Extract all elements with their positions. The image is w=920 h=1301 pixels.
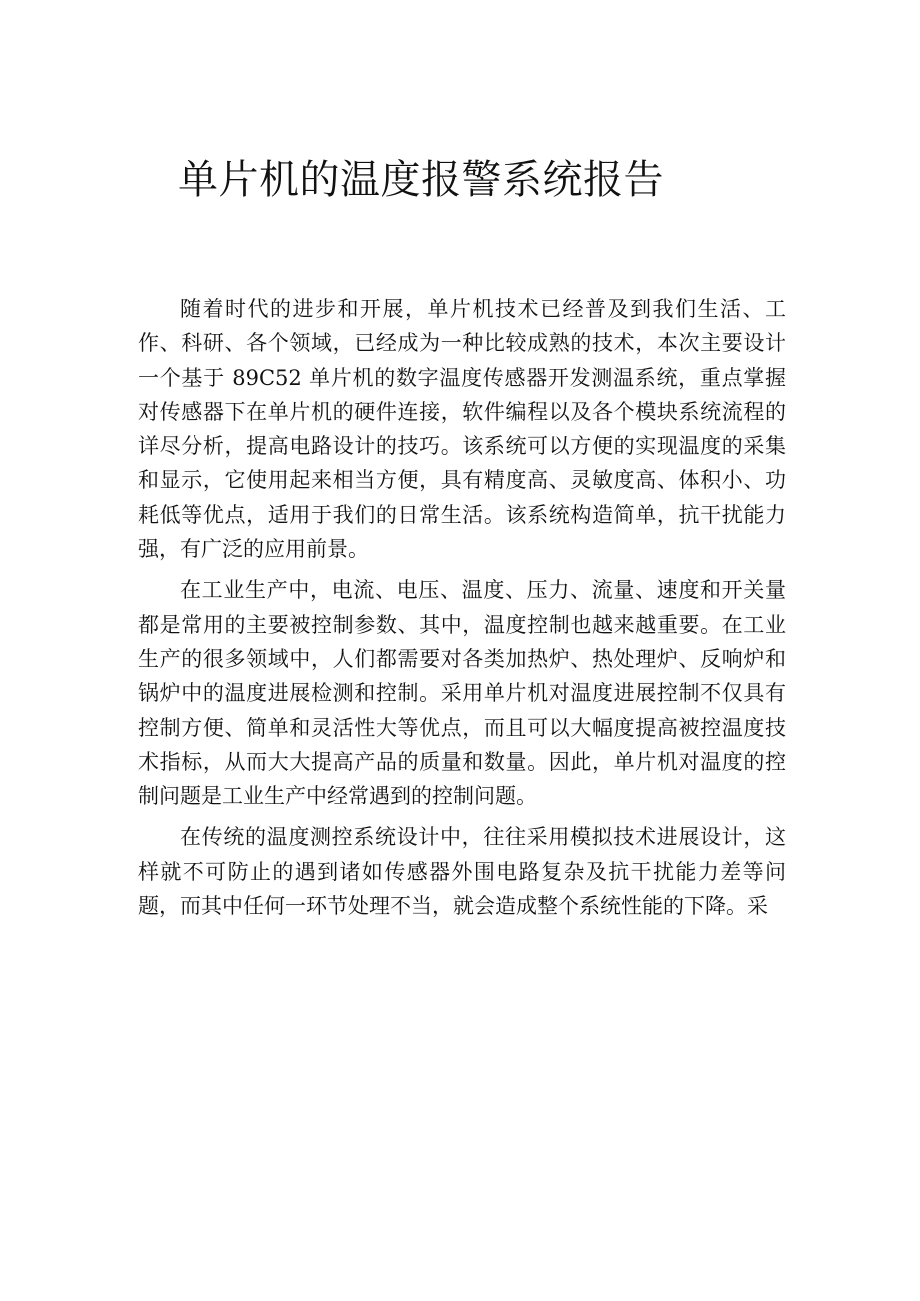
document-body (138, 292, 786, 930)
document-title: 单片机的温度报警系统报告 (178, 157, 664, 203)
paragraph-traditional-design: 在传统的温度测控系统设计中，往往采用模拟技术进展设计，这样就不可防止的遇到诸如传感器外围电路复杂及抗干扰能力差等问题，而其中任何一环节处理不当，就会造成整个系统性能的下降。采 (138, 825, 786, 919)
paragraph-intro: 随着时代的进步和开展，单片机技术已经普及到我们生活、工作、科研、各个领域，已经成为一种比较成熟的技术，本次主要设计一个基于 89C52 单片机的数字温度传感器开发测温系统，重点掌握对传感器下在单片机的硬件连接，软件编程以及各个模块系统流程的详尽分析，提高电路设计的技巧。该系统可以方便的实现温度的采集和显示，它使用起来相当方便，具有精度高、灵敏度高、体积小、功耗低等优点，适用于我们的日常生活。该系统构造简单，抗干扰能力强，有广泛的应用前景。 (138, 297, 786, 562)
paragraph-industrial-control: 在工业生产中，电流、电压、温度、压力、流量、速度和开关量都是常用的主要被控制参数、其中，温度控制也越来越重要。在工业生产的很多领域中，人们都需要对各类加热炉、热处理炉、反响炉和锅炉中的温度进展检测和控制。采用单片机对温度进展控制不仅具有控制方便、简单和灵活性大等优点，而且可以大幅度提高被控温度技术指标，从而大大提高产品的质量和数量。因此，单片机对温度的控制问题是工业生产中经常遇到的控制问题。 (138, 578, 786, 809)
